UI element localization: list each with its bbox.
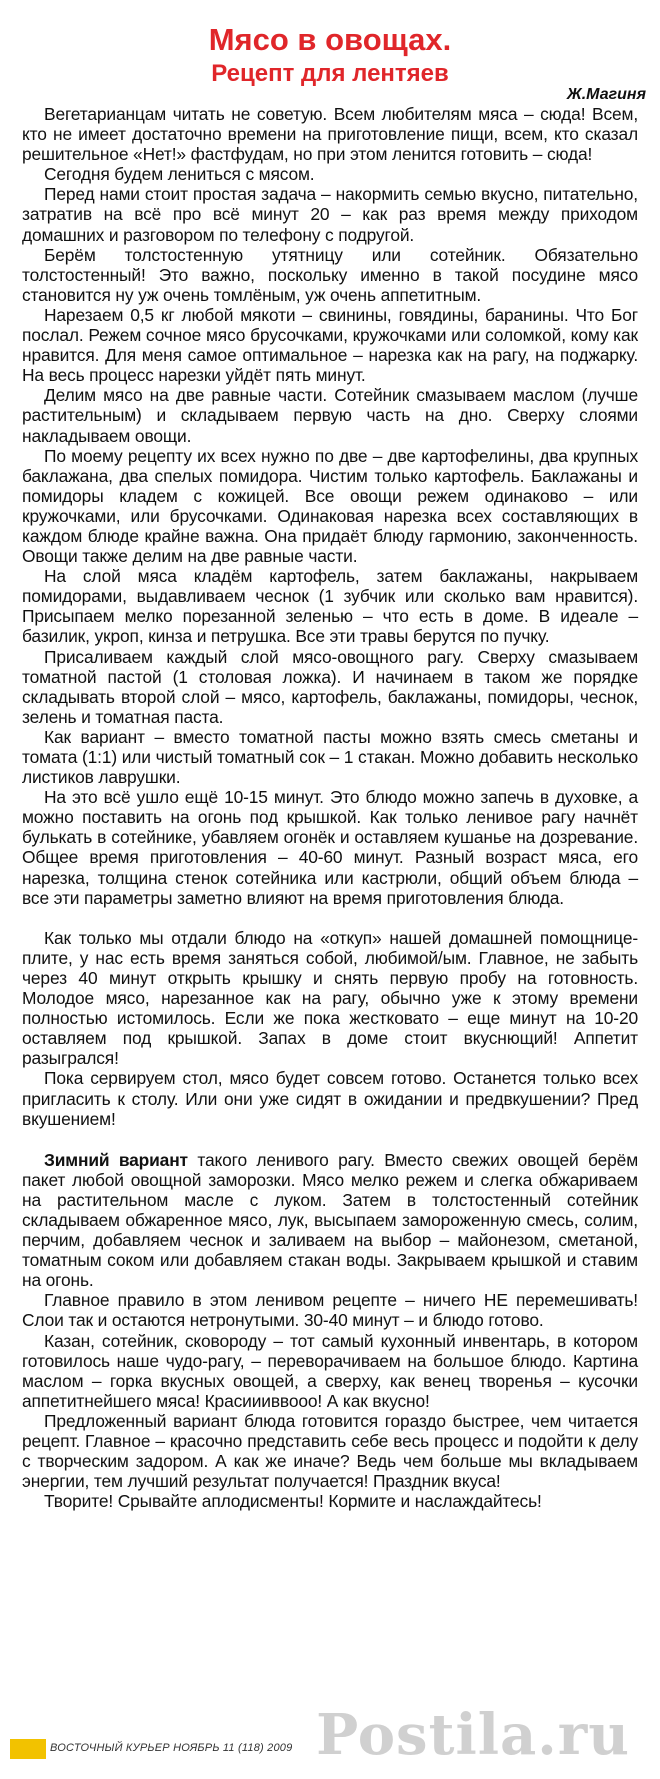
- paragraph: Казан, сотейник, сковороду – тот самый кухонный инвентарь, в котором готовилось наше чудо-рагу, – переворачиваем на большое блюдо. Картина маслом – горка вкусных овощей, а сверху, как венец творенья – кусочки аппетитнейшего мяса! Красиииввооо! А как вкусно!: [22, 1330, 638, 1411]
- paragraph: Берём толстостенную утятницу или сотейник. Обязательно толстостенный! Это важно, поскольку именно в такой посудине мясо становится ну уж очень томлёным, уж очень аппетитным.: [22, 244, 638, 305]
- paragraph: Вегетарианцам читать не советую. Всем любителям мяса – сюда! Всем, кто не имеет достаточно времени на приготовление пищи, всем, кто сказал решительное «Нет!» фастфудам, но при этом ленится готовить – сюда!: [22, 104, 638, 165]
- paragraph: Делим мясо на две равные части. Сотейник смазываем маслом (лучше растительным) и складываем первую часть на дно. Сверху слоями накладываем овощи.: [22, 385, 638, 446]
- section-spacer: [22, 1129, 638, 1150]
- paragraph: Присаливаем каждый слой мясо-овощного рагу. Сверху смазываем томатной пастой (1 столовая ложка). И начинаем в таком же порядке складывать второй слой – мясо, картофель, баклажаны, помидоры, чеснок, зелень и томатная паста.: [22, 646, 638, 727]
- article-subtitle: Рецепт для лентяев: [211, 60, 449, 87]
- paragraph: Как только мы отдали блюдо на «откуп» нашей домашней помощнице-плите, у нас есть время заняться собой, любимой/ым. Главное, не забыть через 40 минут открыть крышку и снять первую пробу на готовность. Молодое мясо, нарезанное как на рагу, обычно уже к этому времени полностью истомилось. Если же пока жестковато – еще минут на 10-20 оставляем под крышкой. Запах в доме стоит вкуснющий! Аппетит разыгрался!: [22, 927, 638, 1069]
- section-spacer: [22, 908, 638, 928]
- paragraph: Как вариант – вместо томатной пасты можно взять смесь сметаны и томата (1:1) или чистый томатный сок – 1 стакан. Можно добавить несколько листиков лаврушки.: [22, 726, 638, 788]
- publication-info: ВОСТОЧНЫЙ КУРЬЕР НОЯБРЬ 11 (118) 2009: [50, 1742, 293, 1754]
- paragraph: Главное правило в этом ленивом рецепте – ничего НЕ перемешивать! Слои так и остаются нетронутыми. 30-40 минут – и блюдо готово.: [22, 1290, 638, 1331]
- footer-color-bar: [10, 1739, 46, 1759]
- paragraph: Предложенный вариант блюда готовится гораздо быстрее, чем читается рецепт. Главное – красочно представить себе весь процесс и подойти к делу с творческим задором. А как же иначе? Ведь чем больше мы вкладываем энергии, тем лучший результат получается! Праздник вкуса!: [22, 1410, 638, 1492]
- article-header: [0, 22, 660, 88]
- paragraph: Перед нами стоит простая задача – накормить семью вкусно, питательно, затратив на всё про всё минут 20 – как раз время между приходом домашних и разговором по телефону с подругой.: [22, 184, 638, 245]
- watermark-logo: Postila.ru: [316, 1702, 630, 1768]
- paragraph: Сегодня будем лениться с мясом.: [44, 164, 315, 185]
- author-name: Ж.Магиня: [566, 86, 646, 103]
- paragraph: На слой мяса кладём картофель, затем баклажаны, накрываем помидорами, выдавливаем чеснок (1 зубчик или сколько вам нравится). Присыпаем мелко порезанной зеленью – что есть в доме. В идеале – базилик, укроп, кинза и петрушка. Все эти травы берутся по пучку.: [22, 566, 638, 647]
- article-body: [22, 104, 638, 1511]
- article-title: Мясо в овощах.: [208, 22, 452, 57]
- winter-variant-paragraph: [22, 1150, 638, 1291]
- winter-variant-text: такого ленивого рагу. Вместо свежих овощей берём пакет любой овощной заморозки. Мясо мелко режем и слегка обжариваем на растительном масле с луком. Затем в толстостенный сотейник складываем обжаренное мясо, лук, высыпаем замороженную смесь, солим, перчим, добавляем чеснок и заливаем на выбор – майонезом, сметаной, томатным соком или добавляем стакан воды. Закрываем крышкой и ставим на огонь.: [22, 1149, 638, 1291]
- paragraph: По моему рецепту их всех нужно по две – две картофелины, два крупных баклажана, два спелых помидора. Чистим только картофель. Баклажаны и помидоры кладем с кожицей. Все овощи режем одинаково – или кружочками, или брусочками. Одинаковая нарезка всех составляющих в каждом блюде крайне важна. Она придаёт блюду гармонию, законченность. Овощи также делим на две равные части.: [22, 445, 638, 567]
- paragraph: Нарезаем 0,5 кг любой мякоти – свинины, говядины, баранины. Что Бог послал. Режем сочное мясо брусочками, кружочками или соломкой, кому как нравится. Для меня самое оптимальное – нарезка как на рагу, на поджарку. На весь процесс нарезки уйдёт пять минут.: [22, 304, 638, 386]
- paragraph: Творите! Срывайте аплодисменты! Кормите и наслаждайтесь!: [44, 1491, 542, 1512]
- page-footer: [0, 1739, 660, 1761]
- paragraph: Пока сервируем стол, мясо будет совсем готово. Останется только всех пригласить к столу. Или они уже сидят в ожидании и предвкушении? Пред вкушением!: [22, 1068, 638, 1129]
- winter-variant-heading: Зимний вариант: [44, 1149, 188, 1170]
- paragraph: На это всё ушло ещё 10-15 минут. Это блюдо можно запечь в духовке, а можно поставить на огонь под крышкой. Как только ленивое рагу начнёт булькать в сотейнике, убавляем огонёк и оставляем кушанье на дозревание. Общее время приготовления – 40-60 минут. Разный возраст мяса, его нарезка, толщина стенок сотейника или кастрюли, общий объем блюда – все эти параметры заметно влияют на время приготовления блюда.: [22, 787, 638, 908]
